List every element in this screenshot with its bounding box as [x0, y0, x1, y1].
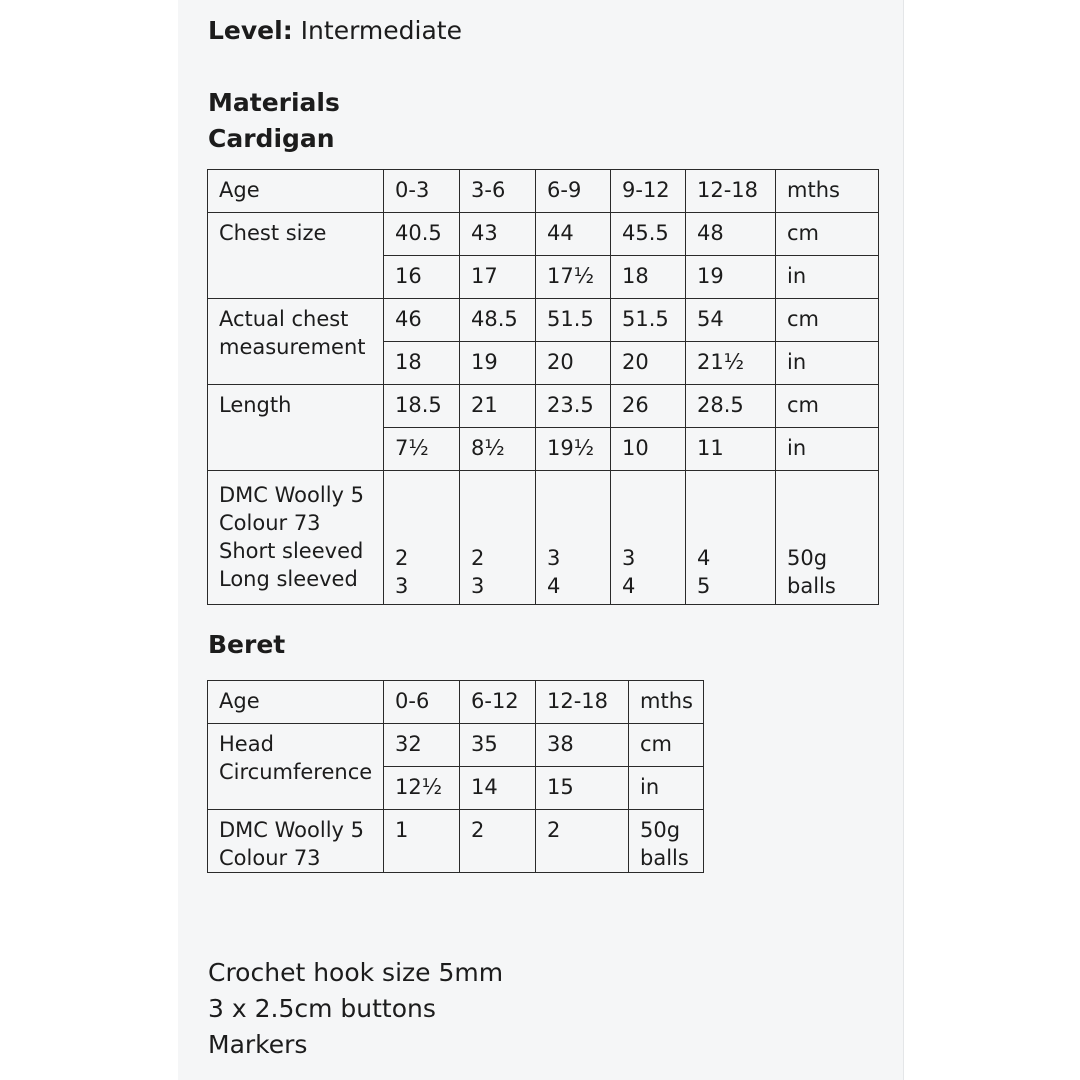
cardigan-heading: Cardigan [208, 124, 335, 153]
table-cell: in [629, 767, 704, 810]
qty-short: 3 [622, 546, 636, 570]
table-cell: 16 [384, 256, 460, 299]
table-cell: 26 [611, 385, 686, 428]
unit-weight: 50g [640, 818, 681, 842]
table-cell: 32 [384, 724, 460, 767]
beret-heading: Beret [208, 630, 286, 659]
qty-short: 4 [697, 546, 711, 570]
qty-long: 3 [395, 574, 409, 598]
table-cell: 3-6 [460, 170, 536, 213]
table-cell: 20 [611, 342, 686, 385]
row-label-line: Long sleeved [219, 567, 358, 591]
level-line [208, 16, 462, 45]
materials-list [208, 955, 503, 1063]
qty-long: 3 [471, 574, 485, 598]
table-cell: 18.5 [384, 385, 460, 428]
unit-balls: balls [640, 846, 689, 870]
cardigan-size-table [207, 169, 879, 605]
unit-weight: 50g [787, 546, 828, 570]
level-value: Intermediate [300, 16, 462, 45]
table-cell: 35 [460, 724, 536, 767]
table-cell: 54 [686, 299, 776, 342]
row-label-chest: Chest size [208, 213, 384, 299]
qty-long: 5 [697, 574, 711, 598]
table-cell: cm [629, 724, 704, 767]
table-cell: Age [208, 681, 384, 724]
table-cell: 18 [384, 342, 460, 385]
row-label-line: Short sleeved [219, 539, 364, 563]
table-cell: 0-6 [384, 681, 460, 724]
table-cell: 21½ [686, 342, 776, 385]
table-cell [536, 471, 611, 605]
table-cell: 40.5 [384, 213, 460, 256]
table-cell: 18 [611, 256, 686, 299]
table-cell: 45.5 [611, 213, 686, 256]
table-cell: 6-12 [460, 681, 536, 724]
table-cell: 0-3 [384, 170, 460, 213]
table-cell [686, 471, 776, 605]
qty-short: 2 [471, 546, 485, 570]
table-cell: 20 [536, 342, 611, 385]
list-item: 3 x 2.5cm buttons [208, 994, 436, 1023]
table-cell: 21 [460, 385, 536, 428]
table-row-age [208, 170, 879, 213]
table-cell: mths [776, 170, 879, 213]
row-label-line: DMC Woolly 5 [219, 483, 364, 507]
table-cell: 15 [536, 767, 629, 810]
row-label-yarn [208, 471, 384, 605]
table-row-length-cm [208, 385, 879, 428]
table-cell: 8½ [460, 428, 536, 471]
table-cell: 48.5 [460, 299, 536, 342]
table-cell: 7½ [384, 428, 460, 471]
table-cell: 38 [536, 724, 629, 767]
table-row-head-cm [208, 724, 704, 767]
row-label-head [208, 724, 384, 810]
table-cell: 48 [686, 213, 776, 256]
table-row-yarn [208, 810, 704, 873]
table-cell: 12½ [384, 767, 460, 810]
list-item: Crochet hook size 5mm [208, 958, 504, 987]
table-cell: 9-12 [611, 170, 686, 213]
table-cell: 46 [384, 299, 460, 342]
table-cell: 2 [460, 810, 536, 873]
table-cell: 11 [686, 428, 776, 471]
qty-short: 2 [395, 546, 409, 570]
table-row-chest-cm [208, 213, 879, 256]
qty-long: 4 [622, 574, 636, 598]
row-label-line: Actual chest [219, 307, 349, 331]
table-cell: 28.5 [686, 385, 776, 428]
row-label-line: Head [219, 732, 274, 756]
table-cell [460, 471, 536, 605]
table-cell: 1 [384, 810, 460, 873]
table-cell: 12-18 [536, 681, 629, 724]
table-cell: in [776, 256, 879, 299]
table-cell [384, 471, 460, 605]
beret-size-table [207, 680, 704, 873]
table-row-age [208, 681, 704, 724]
row-label-yarn [208, 810, 384, 873]
table-cell: 44 [536, 213, 611, 256]
table-cell: in [776, 428, 879, 471]
row-label-actual-chest [208, 299, 384, 385]
table-cell: 51.5 [536, 299, 611, 342]
row-label-length: Length [208, 385, 384, 471]
table-cell: 12-18 [686, 170, 776, 213]
level-label: Level: [208, 16, 293, 45]
unit-balls: balls [787, 574, 836, 598]
table-cell: 19½ [536, 428, 611, 471]
row-label-line: measurement [219, 335, 366, 359]
table-row-yarn [208, 471, 879, 605]
table-cell: 23.5 [536, 385, 611, 428]
table-cell: 6-9 [536, 170, 611, 213]
row-label-line: Colour 73 [219, 511, 321, 535]
qty-long: 4 [547, 574, 561, 598]
list-item: Markers [208, 1030, 308, 1059]
table-cell: Age [208, 170, 384, 213]
table-cell [611, 471, 686, 605]
table-cell: 17 [460, 256, 536, 299]
row-label-line: Colour 73 [219, 846, 321, 870]
table-cell: 51.5 [611, 299, 686, 342]
row-label-line: Circumference [219, 760, 373, 784]
table-row-actual-cm [208, 299, 879, 342]
table-cell: cm [776, 213, 879, 256]
row-label-line: DMC Woolly 5 [219, 818, 364, 842]
qty-short: 3 [547, 546, 561, 570]
table-cell: 17½ [536, 256, 611, 299]
table-cell: 19 [460, 342, 536, 385]
table-cell: in [776, 342, 879, 385]
table-cell: 14 [460, 767, 536, 810]
table-cell: mths [629, 681, 704, 724]
table-cell: 10 [611, 428, 686, 471]
table-cell [629, 810, 704, 873]
table-cell [776, 471, 879, 605]
table-cell: cm [776, 385, 879, 428]
table-cell: cm [776, 299, 879, 342]
table-cell: 19 [686, 256, 776, 299]
table-cell: 43 [460, 213, 536, 256]
materials-heading: Materials [208, 88, 340, 117]
table-cell: 2 [536, 810, 629, 873]
